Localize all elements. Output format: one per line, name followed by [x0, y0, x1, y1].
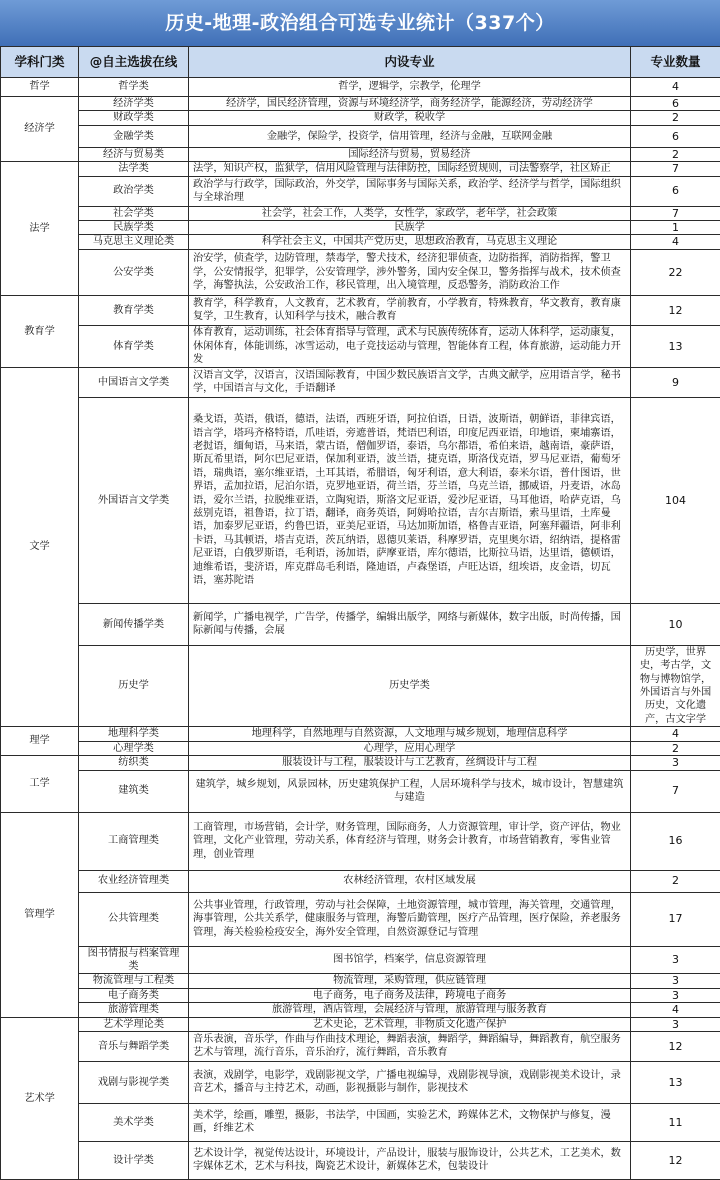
majors-list-cell: 哲学，逻辑学，宗教学，伦理学 — [189, 78, 631, 97]
majors-list-cell: 服装设计与工程，服装设计与工艺教育，丝绸设计与工程 — [189, 756, 631, 770]
major-class-cell: 体育学类 — [79, 325, 189, 367]
major-class-cell: 戏剧与影视学类 — [79, 1061, 189, 1103]
table-row — [1, 1017, 720, 1031]
majors-list-cell: 美术学，绘画，雕塑，摄影，书法学，中国画，实验艺术，跨媒体艺术，文物保护与修复，漫画，纤维艺术 — [189, 1103, 631, 1141]
major-count-cell: 2 — [631, 870, 720, 892]
major-class-cell: 美术学类 — [79, 1103, 189, 1141]
table-row — [1, 147, 720, 161]
majors-table — [0, 46, 720, 1180]
major-class-cell: 财政学类 — [79, 111, 189, 125]
major-class-cell: 工商管理类 — [79, 812, 189, 870]
discipline-cell: 文学 — [1, 367, 79, 726]
major-count-cell: 1 — [631, 221, 720, 235]
majors-list-cell: 心理学，应用心理学 — [189, 741, 631, 755]
major-class-cell: 经济与贸易类 — [79, 147, 189, 161]
page-title: 历史-地理-政治组合可选专业统计（337个） — [0, 0, 720, 46]
discipline-cell: 法学 — [1, 162, 79, 296]
majors-list-cell: 艺术设计学，视觉传达设计，环境设计，产品设计，服装与服饰设计，公共艺术，工艺美术，数字媒体艺术，艺术与科技，陶瓷艺术设计，新媒体艺术，包装设计 — [189, 1141, 631, 1179]
majors-list-cell: 新闻学，广播电视学，广告学，传播学，编辑出版学，网络与新媒体，数字出版，时尚传播，国际新闻与传播，会展 — [189, 603, 631, 645]
majors-list-cell: 汉语言文学，汉语言，汉语国际教育，中国少数民族语言文学，古典文献学，应用语言学，秘书学，中国语言与文化，手语翻译 — [189, 367, 631, 397]
major-class-cell: 建筑类 — [79, 770, 189, 812]
table-body — [1, 78, 720, 1180]
table-row — [1, 97, 720, 111]
header-count: 专业数量 — [631, 47, 720, 78]
major-class-cell: 公共管理类 — [79, 892, 189, 946]
major-class-cell: 民族学类 — [79, 221, 189, 235]
table-row — [1, 946, 720, 974]
table-row — [1, 756, 720, 770]
major-count-cell: 17 — [631, 892, 720, 946]
major-count-cell: 13 — [631, 325, 720, 367]
major-class-cell: 电子商务类 — [79, 988, 189, 1002]
major-count-cell: 7 — [631, 770, 720, 812]
majors-list-cell: 桑戈语，英语，俄语，德语，法语，西班牙语，阿拉伯语，日语，波斯语，朝鲜语，菲律宾语，语言学，塔玛齐格特语，爪哇语，旁遮普语，梵语巴利语，印度尼西亚语，印地语，柬埔寨语，老挝语，缅甸语，马来语，蒙古语，僧伽罗语，泰语，乌尔都语，希伯来语，越南语，豪萨语，斯瓦希里语，阿尔巴尼亚语，保加利亚语，波兰语，捷克语，斯洛伐克语，罗马尼亚语，葡萄牙语，瑞典语，塞尔维亚语，土耳其语，希腊语，匈牙利语，意大利语，泰米尔语，普什图语，世界语，孟加拉语，尼泊尔语，克罗地亚语，荷兰语，芬兰语，乌克兰语，挪威语，丹麦语，冰岛语，爱尔兰语，拉脱维亚语，立陶宛语，斯洛文尼亚语，爱沙尼亚语，马耳他语，哈萨克语，乌兹别克语，祖鲁语，拉丁语，翻译，商务英语，阿姆哈拉语，吉尔吉斯语，索马里语，土库曼语，加泰罗尼亚语，约鲁巴语，亚美尼亚语，马达加斯加语，格鲁吉亚语，阿塞拜疆语，阿非利卡语，马其顿语，塔吉克语，茨瓦纳语，恩德贝莱语，科摩罗语，克里奥尔语，绍纳语，提格雷尼亚语，白俄罗斯语，毛利语，汤加语，萨摩亚语，库尔德语，比斯拉马语，达里语，德顿语，迪维希语，斐济语，库克群岛毛利语，隆迪语，卢森堡语，卢旺达语，纽埃语，皮金语，切瓦语，塞苏陀语 — [189, 397, 631, 603]
major-count-cell: 104 — [631, 397, 720, 603]
discipline-cell: 历史学 — [79, 645, 189, 726]
table-row — [1, 603, 720, 645]
majors-list-cell: 农林经济管理，农村区域发展 — [189, 870, 631, 892]
majors-list-cell: 科学社会主义，中国共产党历史，思想政治教育，马克思主义理论 — [189, 235, 631, 249]
major-class-cell: 金融学类 — [79, 125, 189, 147]
table-row — [1, 176, 720, 206]
majors-list-cell: 经济学，国民经济管理，资源与环境经济学，商务经济学，能源经济，劳动经济学 — [189, 97, 631, 111]
table-row — [1, 770, 720, 812]
major-class-cell: 社会学类 — [79, 206, 189, 220]
major-count-cell: 2 — [631, 111, 720, 125]
major-class-cell: 历史学类 — [189, 645, 631, 726]
major-count-cell: 6 — [631, 176, 720, 206]
majors-list-cell: 治安学，侦查学，边防管理，禁毒学，警犬技术，经济犯罪侦查，边防指挥，消防指挥，警卫学，公安情报学，犯罪学，公安管理学，涉外警务，国内安全保卫，警务指挥与战术，技术侦查学，海警执法，公安政治工作，移民管理，出入境管理，反恐警务，消防政治工作 — [189, 249, 631, 295]
majors-list-cell: 建筑学，城乡规划，风景园林，历史建筑保护工程，人居环境科学与技术，城市设计，智慧建筑与建造 — [189, 770, 631, 812]
majors-list-cell: 地理科学，自然地理与自然资源，人文地理与城乡规划，地理信息科学 — [189, 727, 631, 741]
major-class-cell: 图书情报与档案管理类 — [79, 946, 189, 974]
major-count-cell: 12 — [631, 1031, 720, 1061]
major-count-cell: 3 — [631, 946, 720, 974]
table-row — [1, 892, 720, 946]
majors-list-cell: 教育学，科学教育，人文教育，艺术教育，学前教育，小学教育，特殊教育，华文教育，教育康复学，卫生教育，认知科学与技术，融合教育 — [189, 295, 631, 325]
table-row — [1, 221, 720, 235]
discipline-cell: 经济学 — [1, 97, 79, 162]
table-row — [1, 125, 720, 147]
major-class-cell: 艺术学理论类 — [79, 1017, 189, 1031]
majors-list-cell: 图书馆学，档案学，信息资源管理 — [189, 946, 631, 974]
table-row — [1, 974, 720, 988]
majors-list-cell: 财政学，税收学 — [189, 111, 631, 125]
header-major-class: @自主选拔在线 — [79, 47, 189, 78]
majors-list-cell: 旅游管理，酒店管理，会展经济与管理，旅游管理与服务教育 — [189, 1003, 631, 1017]
major-class-cell: 马克思主义理论类 — [79, 235, 189, 249]
majors-list-cell: 法学，知识产权，监狱学，信用风险管理与法律防控，国际经贸规则，司法警察学，社区矫正 — [189, 162, 631, 176]
table-row — [1, 741, 720, 755]
majors-list-cell: 艺术史论，艺术管理，非物质文化遗产保护 — [189, 1017, 631, 1031]
major-class-cell: 物流管理与工程类 — [79, 974, 189, 988]
discipline-cell: 艺术学 — [1, 1017, 79, 1179]
major-class-cell: 中国语言文学类 — [79, 367, 189, 397]
discipline-cell: 哲学 — [1, 78, 79, 97]
major-count-cell: 22 — [631, 249, 720, 295]
major-class-cell: 哲学类 — [79, 78, 189, 97]
major-class-cell: 旅游管理类 — [79, 1003, 189, 1017]
table-row — [1, 1061, 720, 1103]
majors-list-cell: 物流管理，采购管理，供应链管理 — [189, 974, 631, 988]
table-row — [1, 1031, 720, 1061]
table-row — [1, 727, 720, 741]
table-row — [1, 397, 720, 603]
majors-list-cell: 公共事业管理，行政管理，劳动与社会保障，土地资源管理，城市管理，海关管理，交通管理，海事管理，公共关系学，健康服务与管理，海警后勤管理，医疗产品管理，医疗保险，养老服务管理，海关检验检疫安全，海外安全管理，自然资源登记与管理 — [189, 892, 631, 946]
major-class-cell: 新闻传播学类 — [79, 603, 189, 645]
majors-list-cell: 音乐表演，音乐学，作曲与作曲技术理论，舞蹈表演，舞蹈学，舞蹈编导，舞蹈教育，航空服务艺术与管理，流行音乐，音乐治疗，流行舞蹈，音乐教育 — [189, 1031, 631, 1061]
majors-list-cell: 电子商务，电子商务及法律，跨境电子商务 — [189, 988, 631, 1002]
major-count-cell: 12 — [631, 1141, 720, 1179]
table-header-row — [1, 47, 720, 78]
header-majors: 内设专业 — [189, 47, 631, 78]
table-row — [1, 1103, 720, 1141]
major-class-cell: 心理学类 — [79, 741, 189, 755]
table-row — [1, 78, 720, 97]
major-count-cell: 3 — [631, 974, 720, 988]
majors-list-cell: 工商管理，市场营销，会计学，财务管理，国际商务，人力资源管理，审计学，资产评估，物业管理，文化产业管理，劳动关系，体育经济与管理，财务会计教育，市场营销教育，零售业管理，创业管理 — [189, 812, 631, 870]
major-count-cell: 2 — [631, 147, 720, 161]
majors-list-cell: 表演，戏剧学，电影学，戏剧影视文学，广播电视编导，戏剧影视导演，戏剧影视美术设计，录音艺术，播音与主持艺术，动画，影视摄影与制作，影视技术 — [189, 1061, 631, 1103]
major-class-cell: 教育学类 — [79, 295, 189, 325]
majors-list-cell: 体育教育，运动训练，社会体育指导与管理，武术与民族传统体育，运动人体科学，运动康复，休闲体育，体能训练，冰雪运动，电子竞技运动与管理，智能体育工程，体育旅游，运动能力开发 — [189, 325, 631, 367]
majors-list-cell: 政治学与行政学，国际政治，外交学，国际事务与国际关系，政治学、经济学与哲学，国际组织与全球治理 — [189, 176, 631, 206]
major-class-cell: 政治学类 — [79, 176, 189, 206]
major-count-cell: 9 — [631, 367, 720, 397]
table-row — [1, 162, 720, 176]
major-count-cell: 4 — [631, 235, 720, 249]
header-discipline: 学科门类 — [1, 47, 79, 78]
major-class-cell: 纺织类 — [79, 756, 189, 770]
major-count-cell: 10 — [631, 603, 720, 645]
table-row — [1, 295, 720, 325]
discipline-cell: 管理学 — [1, 812, 79, 1017]
table-row — [1, 249, 720, 295]
discipline-cell: 理学 — [1, 727, 79, 756]
discipline-cell: 工学 — [1, 756, 79, 812]
major-count-cell: 6 — [631, 97, 720, 111]
major-count-cell: 4 — [631, 1003, 720, 1017]
table-row — [1, 1003, 720, 1017]
majors-list-cell: 民族学 — [189, 221, 631, 235]
major-count-cell: 11 — [631, 1103, 720, 1141]
majors-list-cell: 历史学，世界史，考古学，文物与博物馆学，外国语言与外国历史，文化遗产，古文字学 — [631, 645, 720, 726]
table-row — [1, 325, 720, 367]
discipline-cell: 教育学 — [1, 295, 79, 367]
majors-list-cell: 社会学，社会工作，人类学，女性学，家政学，老年学，社会政策 — [189, 206, 631, 220]
table-row — [1, 367, 720, 397]
major-count-cell: 7 — [631, 206, 720, 220]
major-count-cell: 16 — [631, 812, 720, 870]
major-class-cell: 地理科学类 — [79, 727, 189, 741]
table-row — [1, 812, 720, 870]
major-class-cell: 公安学类 — [79, 249, 189, 295]
table-row — [1, 870, 720, 892]
major-count-cell: 3 — [631, 988, 720, 1002]
table-row — [1, 1141, 720, 1179]
major-count-cell: 12 — [631, 295, 720, 325]
major-count-cell: 2 — [631, 741, 720, 755]
major-count-cell: 4 — [631, 727, 720, 741]
major-class-cell: 经济学类 — [79, 97, 189, 111]
table-row — [1, 111, 720, 125]
major-count-cell: 13 — [631, 1061, 720, 1103]
major-count-cell: 7 — [631, 162, 720, 176]
major-count-cell: 3 — [631, 1017, 720, 1031]
major-class-cell: 设计学类 — [79, 1141, 189, 1179]
major-class-cell: 农业经济管理类 — [79, 870, 189, 892]
major-class-cell: 外国语言文学类 — [79, 397, 189, 603]
major-count-cell: 3 — [631, 756, 720, 770]
table-row — [1, 206, 720, 220]
table-row — [1, 645, 720, 726]
majors-list-cell: 金融学，保险学，投资学，信用管理，经济与金融，互联网金融 — [189, 125, 631, 147]
table-row — [1, 988, 720, 1002]
major-class-cell: 音乐与舞蹈学类 — [79, 1031, 189, 1061]
major-count-cell: 4 — [631, 78, 720, 97]
major-class-cell: 法学类 — [79, 162, 189, 176]
table-row — [1, 235, 720, 249]
majors-list-cell: 国际经济与贸易，贸易经济 — [189, 147, 631, 161]
major-count-cell: 6 — [631, 125, 720, 147]
